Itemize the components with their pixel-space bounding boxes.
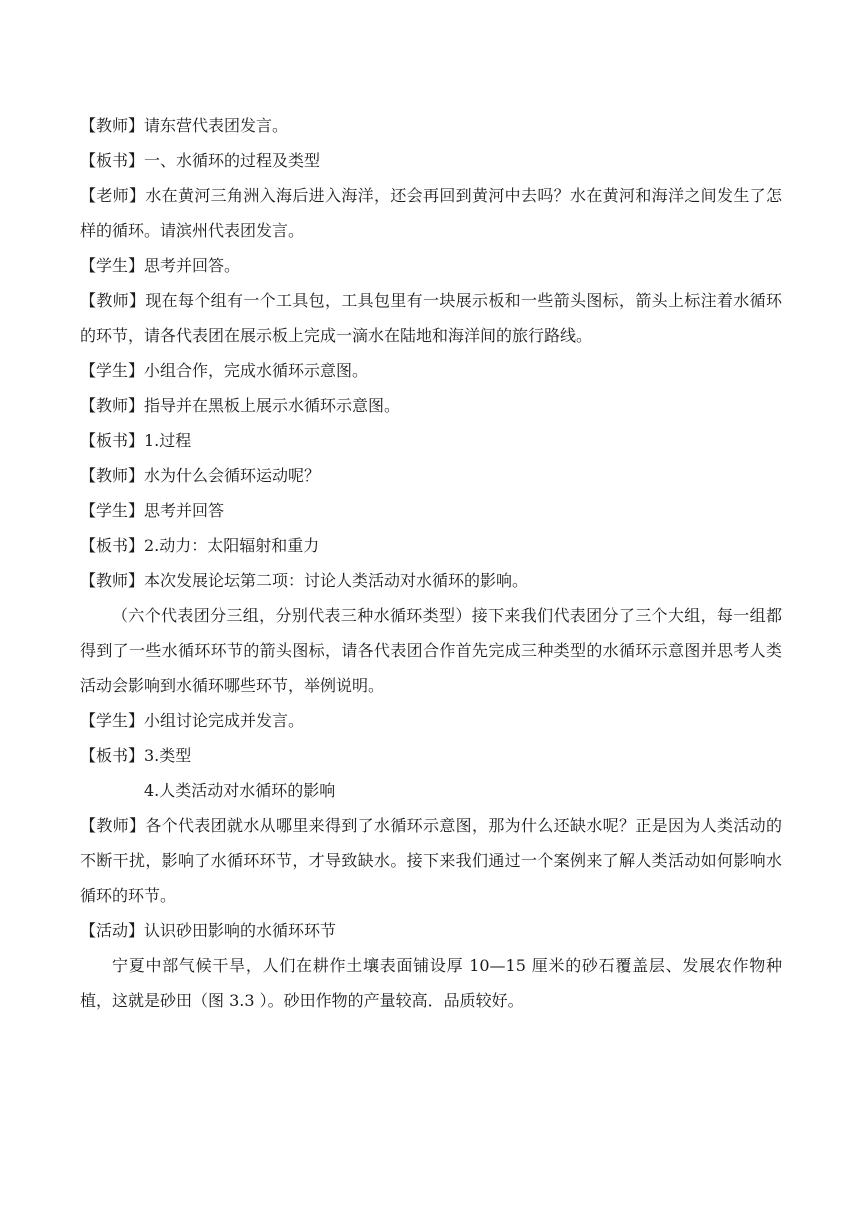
paragraph-student-think: 【学生】思考并回答。 — [80, 256, 241, 275]
paragraph-board-human-impact: 4.人类活动对水循环的影响 — [144, 781, 336, 800]
paragraph-teacher-yellow-river: 【老师】水在黄河三角洲入海后进入海洋，还会再回到黄河中去吗？水在黄河和海洋之间发生了怎样的循环。请滨州代表团发言。 — [80, 186, 782, 240]
paragraph-board-driving-force: 【板书】2.动力：太阳辐射和重力 — [80, 536, 320, 555]
paragraph-board-types: 【板书】3.类型 — [80, 746, 192, 765]
paragraph-teacher-why: 【教师】水为什么会循环运动呢？ — [80, 466, 321, 485]
paragraph-teacher-blackboard: 【教师】指导并在黑板上展示水循环示意图。 — [80, 396, 401, 415]
paragraph-teacher-water-shortage: 【教师】各个代表团就水从哪里来得到了水循环示意图，那为什么还缺水呢？正是因为人类活动的不断干扰，影响了水循环环节，才导致缺水。接下来我们通过一个案例来了解人类活动如何影响水循环的环节。 — [80, 816, 782, 905]
paragraph-board-water-cycle-title: 【板书】一、水循环的过程及类型 — [80, 151, 321, 170]
paragraph-teacher-forum: 【教师】本次发展论坛第二项：讨论人类活动对水循环的影响。 — [80, 571, 529, 590]
paragraph-board-process: 【板书】1.过程 — [80, 431, 192, 450]
document-page — [80, 108, 782, 1018]
paragraph-student-discussion: 【学生】小组讨论完成并发言。 — [80, 711, 305, 730]
paragraph-activity-sand-field: 【活动】认识砂田影响的水循环环节 — [80, 921, 337, 940]
paragraph-student-group-work: 【学生】小组合作，完成水循环示意图。 — [80, 361, 369, 380]
paragraph-group-instructions: （六个代表团分三组，分别代表三种水循环类型）接下来我们代表团分了三个大组，每一组都得到了一些水循环环节的箭头图标，请各代表团合作首先完成三种类型的水循环示意图并思考人类活动会影响到水循环哪些环节，举例说明。 — [80, 606, 782, 695]
paragraph-ningxia-sand-field: 宁夏中部气候干旱，人们在耕作土壤表面铺设厚 10—15 厘米的砂石覆盖层、发展农作物种植，这就是砂田（图 3.3 ）。砂田作物的产量较高．品质较好。 — [80, 956, 782, 1010]
paragraph-teacher-dongying: 【教师】请东营代表团发言。 — [80, 116, 289, 135]
paragraph-teacher-toolkit: 【教师】现在每个组有一个工具包，工具包里有一块展示板和一些箭头图标，箭头上标注着水循环的环节，请各代表团在展示板上完成一滴水在陆地和海洋间的旅行路线。 — [80, 291, 782, 345]
paragraph-student-answer: 【学生】思考并回答 — [80, 501, 225, 520]
